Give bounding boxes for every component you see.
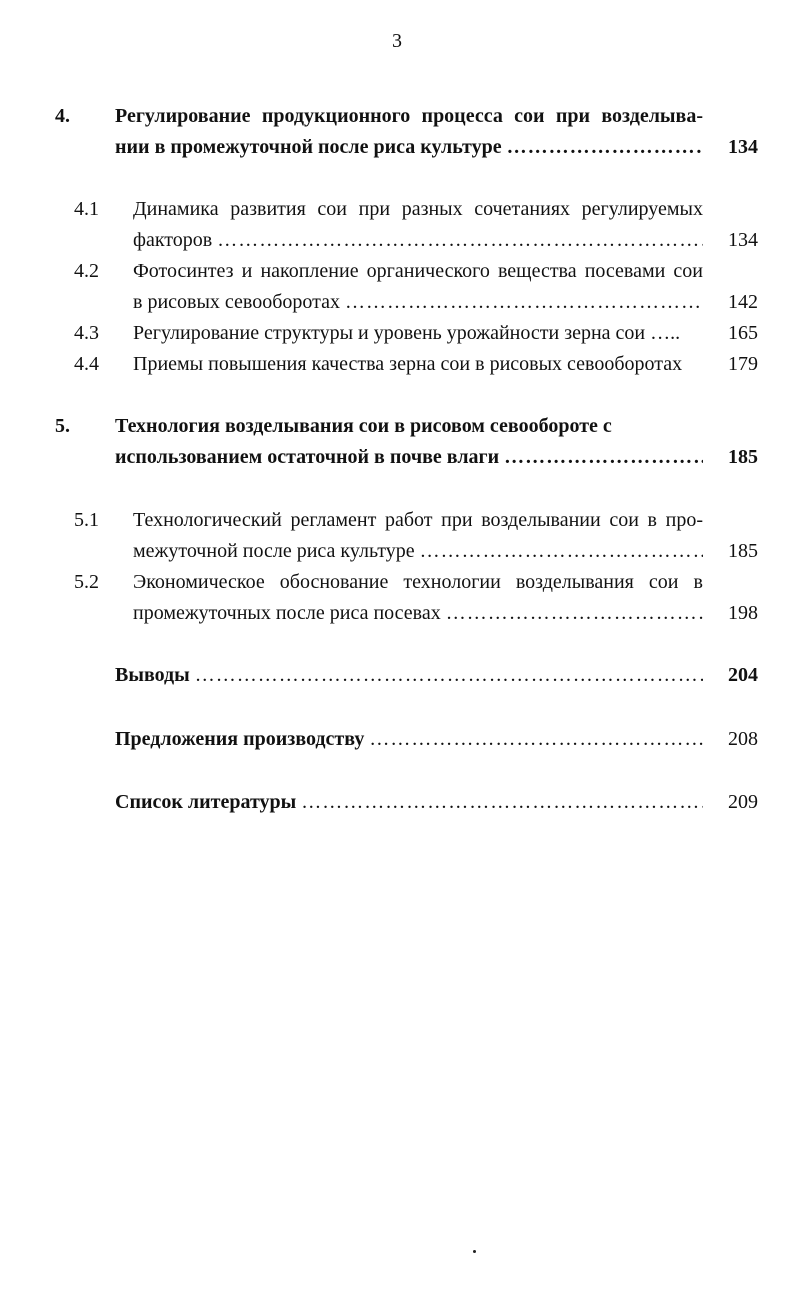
toc-number: 4.2 [74, 260, 99, 282]
toc-page: 209 [728, 791, 758, 813]
leader-dots [217, 225, 703, 256]
toc-entry-4-3 [74, 318, 758, 349]
toc-number: 4.3 [74, 322, 99, 344]
leader-dots [301, 787, 703, 818]
toc-number: 4. [55, 105, 70, 127]
toc-page: 204 [728, 664, 758, 686]
toc-page: 134 [728, 136, 758, 158]
toc-title-line: межуточной после риса культуре [133, 540, 415, 562]
leader-dots [446, 598, 703, 629]
toc-page: 198 [728, 602, 758, 624]
leader-dots [195, 660, 703, 691]
toc-title-line: Технологический регламент работ при возделывании сои в про- [133, 509, 703, 531]
toc-entry-4-2 [74, 256, 758, 318]
toc-title-line: Регулирование продукционного процесса сои при возделыва- [115, 105, 703, 127]
toc-title-line: Приемы повышения качества зерна сои в рисовых севооборотах [133, 353, 683, 375]
toc-entry-ch4 [55, 101, 758, 163]
toc-entry-ch5 [55, 411, 758, 473]
toc-title-line: Регулирование структуры и уровень урожайности зерна сои ….. [133, 322, 681, 344]
toc-title-line: в рисовых севооборотах [133, 291, 340, 313]
toc-number: 5. [55, 415, 70, 437]
leader-dots [507, 132, 703, 163]
toc-title: Выводы [115, 664, 190, 686]
toc-title: Предложения производству [115, 728, 365, 750]
toc-title-line: Фотосинтез и накопление органического вещества посевами сои [133, 260, 703, 282]
leader-dots [420, 536, 703, 567]
toc-number: 4.4 [74, 353, 99, 375]
toc-page: 208 [728, 728, 758, 750]
toc-entry-4-1 [74, 194, 758, 256]
toc-page: 165 [728, 322, 758, 344]
toc-title-line: нии в промежуточной после риса культуре [115, 136, 502, 158]
toc-page: 142 [728, 291, 758, 313]
toc-number: 5.1 [74, 509, 99, 531]
leader-dots [504, 442, 703, 473]
toc-entry-proposals [115, 724, 758, 755]
scan-speck [473, 1250, 476, 1253]
toc-title-line: Динамика развития сои при разных сочетаниях регулируемых [133, 198, 703, 220]
toc-number: 5.2 [74, 571, 99, 593]
toc-page: 134 [728, 229, 758, 251]
toc-entry-references [115, 787, 758, 818]
toc-number: 4.1 [74, 198, 99, 220]
toc-title-line: использованием остаточной в почве влаги [115, 446, 500, 468]
leader-dots [345, 287, 703, 318]
toc-page: 185 [728, 540, 758, 562]
toc-page: 179 [728, 353, 758, 375]
toc-entry-4-4 [74, 349, 758, 380]
toc-entry-5-1 [74, 505, 758, 567]
toc-entry-5-2 [74, 567, 758, 629]
leader-dots [369, 724, 703, 755]
toc-title-line: Технология возделывания сои в рисовом севообороте с [115, 415, 612, 437]
toc-title: Список литературы [115, 791, 297, 813]
toc-entry-conclusions [115, 660, 758, 691]
toc-title-line: факторов [133, 229, 213, 251]
toc-title-line: Экономическое обоснование технологии возделывания сои в [133, 571, 703, 593]
page-number: 3 [392, 30, 402, 52]
toc-page: 185 [728, 446, 758, 468]
toc-title-line: промежуточных после риса посевах [133, 602, 441, 624]
